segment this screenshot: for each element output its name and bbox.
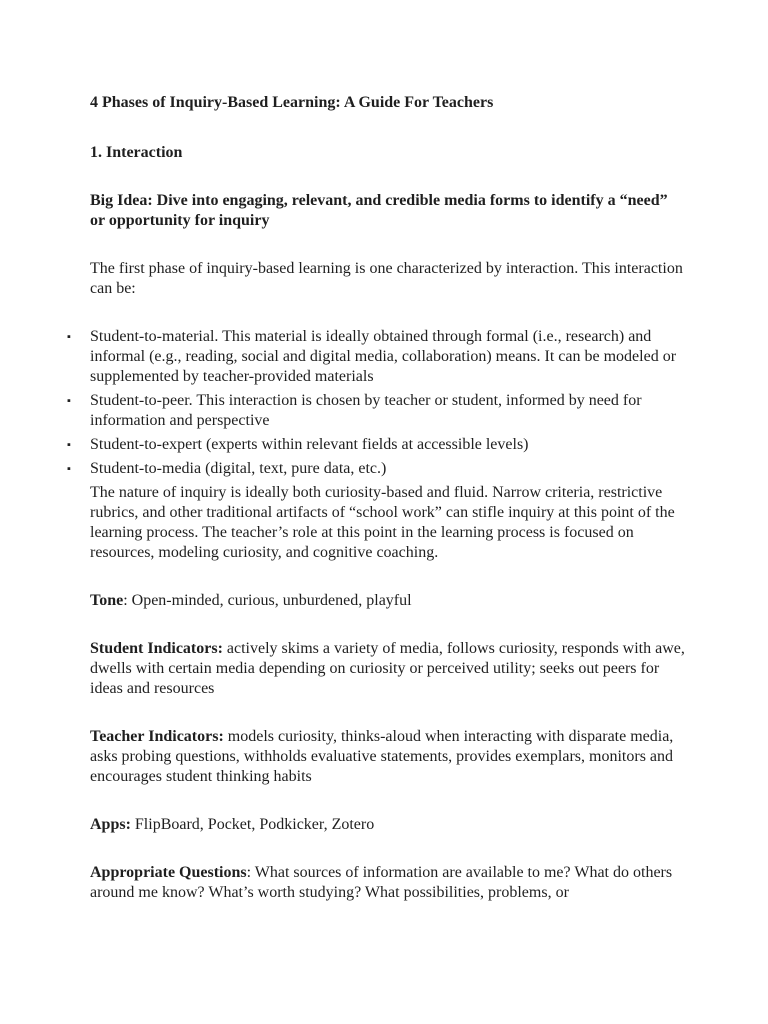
list-item-text: Student-to-peer. This interaction is chosen by teacher or student, informed by need for information and perspective (90, 392, 642, 429)
list-item (67, 459, 685, 479)
tone-field (90, 591, 685, 611)
apps-label: Apps: (90, 816, 131, 833)
teacher-indicators-field (90, 727, 685, 787)
student-indicators-text: actively skims a variety of media, follows curiosity, responds with awe, dwells with certain media depending on curiosity or perceived utility; seeks out peers for ideas and resources (90, 640, 685, 697)
teacher-indicators-label: Teacher Indicators: (90, 728, 224, 745)
list-item-text: Student-to-media (digital, text, pure data, etc.) (90, 460, 387, 477)
bullet-icon: ▪ (67, 439, 71, 451)
student-indicators-field (90, 639, 685, 699)
appropriate-questions-text: : What sources of information are available to me? What do others around me know? What’s worth studying? What possibilities, problems, or (90, 864, 673, 901)
bullet-icon: ▪ (67, 395, 71, 407)
teacher-indicators-text: models curiosity, thinks-aloud when interacting with disparate media, asks probing questions, withholds evaluative statements, provides exemplars, monitors and encourages student thinking habits (90, 728, 674, 785)
list-item-text: Student-to-material. This material is ideally obtained through formal (i.e., research) and informal (e.g., reading, social and digital media, collaboration) means. It can be modeled or supplemented by teacher-provided materials (90, 328, 677, 385)
list-item (67, 435, 685, 455)
nature-paragraph: The nature of inquiry is ideally both curiosity-based and fluid. Narrow criteria, restrictive rubrics, and other traditional artifacts of “school work” can stifle inquiry at this point of the learning process. The teacher’s role at this point in the learning process is focused on resources, modeling curiosity, and cognitive coaching. (90, 484, 675, 561)
list-item (67, 327, 685, 387)
apps-field (90, 815, 685, 835)
list-item-text: Student-to-expert (experts within relevant fields at accessible levels) (90, 436, 529, 453)
interaction-list (67, 327, 685, 479)
tone-label: Tone (90, 592, 124, 609)
appropriate-questions-field (90, 863, 685, 903)
bullet-icon: ▪ (67, 463, 71, 475)
list-item (67, 391, 685, 431)
appropriate-questions-label: Appropriate Questions (90, 864, 247, 881)
section-heading: 1. Interaction (90, 144, 183, 161)
bullet-icon: ▪ (67, 331, 71, 343)
document-content (67, 93, 685, 903)
tone-text: : Open-minded, curious, unburdened, playful (123, 592, 412, 609)
apps-text: FlipBoard, Pocket, Podkicker, Zotero (130, 816, 375, 833)
intro-paragraph: The first phase of inquiry-based learning is one characterized by interaction. This interaction can be: (90, 260, 683, 297)
student-indicators-label: Student Indicators: (90, 640, 223, 657)
big-idea: Big Idea: Dive into engaging, relevant, and credible media forms to identify a “need” or opportunity for inquiry (90, 192, 668, 229)
document-title: 4 Phases of Inquiry-Based Learning: A Guide For Teachers (90, 94, 494, 111)
